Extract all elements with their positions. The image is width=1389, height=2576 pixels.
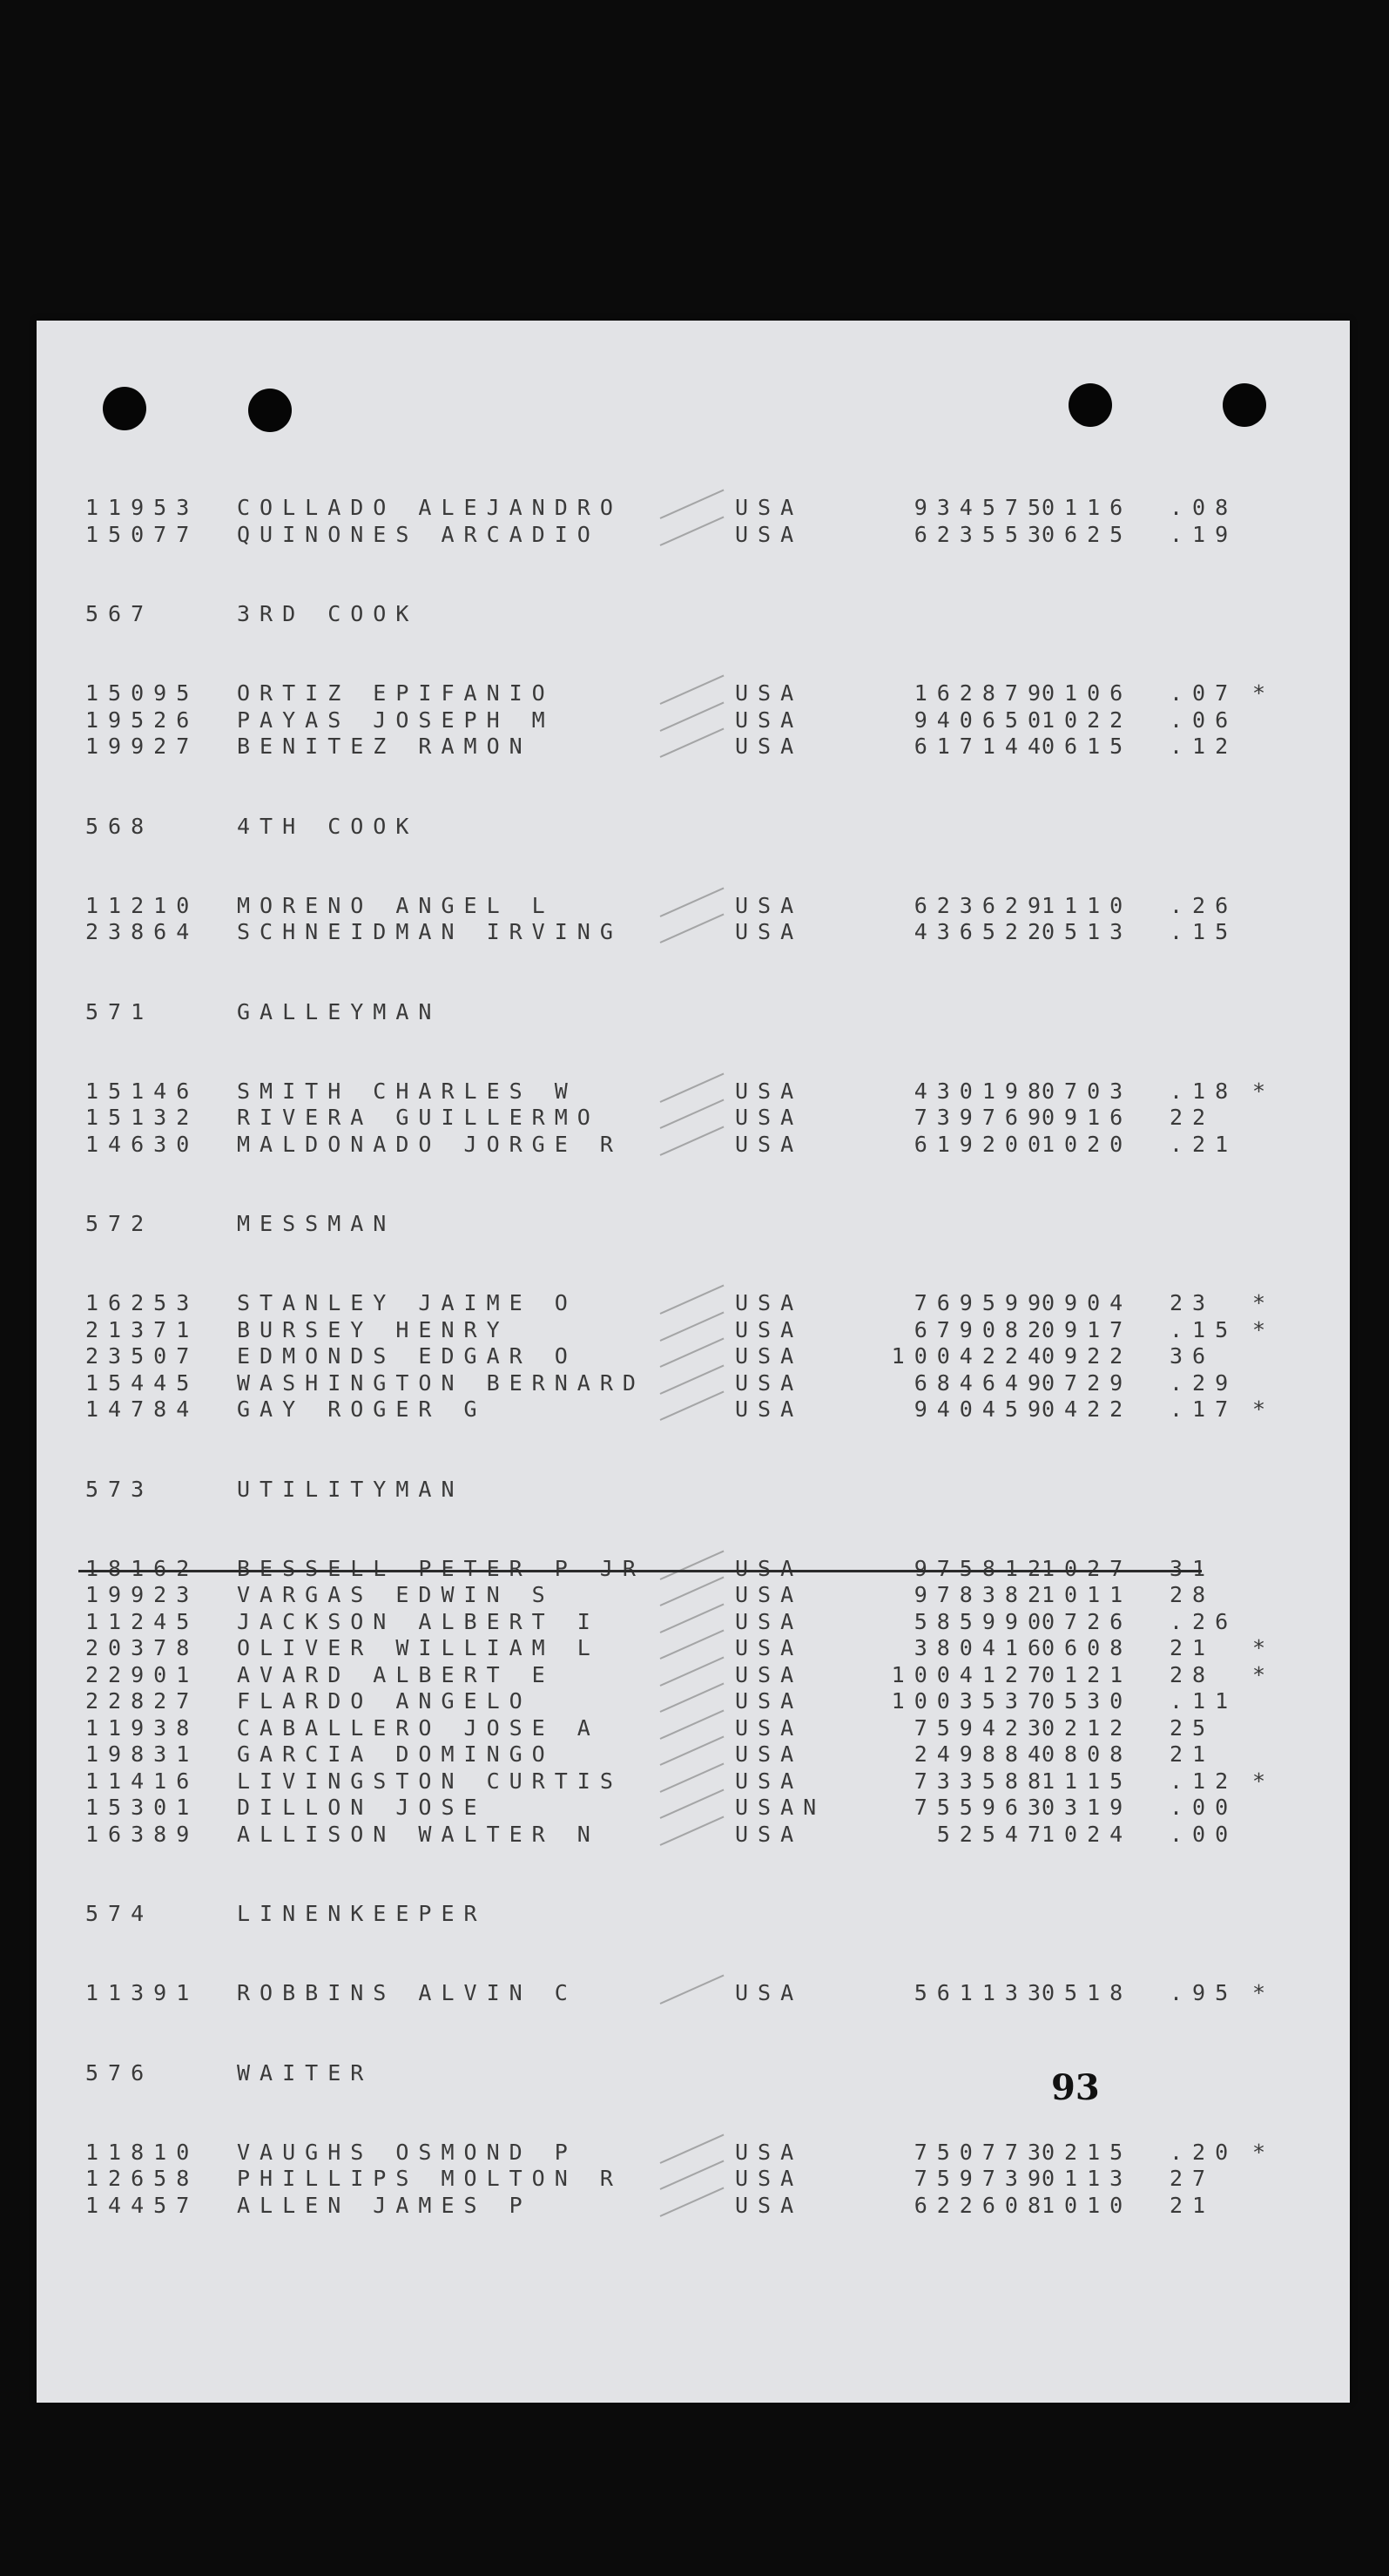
crew-id: 15301: [85, 1795, 199, 1820]
roster-row: [85, 734, 1305, 761]
crew-name: MORENO ANGEL L: [237, 892, 555, 918]
crew-id: 16389: [85, 1821, 199, 1847]
crew-id: 12658: [85, 2166, 199, 2191]
date-code: 1024: [1042, 1821, 1133, 1847]
nationality: USA: [735, 1316, 804, 1342]
roster-row: [85, 1768, 1305, 1795]
section-code: 567: [85, 601, 154, 626]
rate-value: 28: [1170, 1661, 1216, 1687]
nationality: USA: [735, 680, 804, 706]
nationality: USA: [735, 1635, 804, 1660]
roster-row: [85, 495, 1305, 522]
date-code: 1022: [1042, 707, 1133, 733]
date-code: 0916: [1042, 1105, 1133, 1130]
crew-id: 19927: [85, 734, 199, 759]
section-heading: [85, 1900, 1305, 1928]
date-code: 0212: [1042, 1714, 1133, 1741]
pencil-check-mark: [660, 887, 725, 916]
rate-value: .12: [1170, 1768, 1238, 1794]
pencil-check-mark: [660, 2133, 725, 2163]
pencil-check-mark: [660, 1285, 725, 1315]
roster-row: [85, 1609, 1305, 1636]
rate-value: .00: [1170, 1795, 1238, 1820]
nationality: USA: [735, 734, 804, 759]
document-number: 619200: [914, 1131, 1050, 1157]
asterisk-mark: *: [1252, 2139, 1266, 2165]
date-code: 0121: [1042, 1661, 1133, 1687]
date-code: 1010: [1042, 2192, 1133, 2218]
date-code: 0904: [1042, 1290, 1133, 1315]
document-number: 739769: [914, 1105, 1050, 1130]
date-code: 0922: [1042, 1343, 1133, 1369]
section-title: 4TH COOK: [237, 813, 419, 839]
date-code: 0319: [1042, 1795, 1133, 1820]
crew-id: 18162: [85, 1555, 199, 1581]
struck-roster-row: [85, 1556, 1305, 1583]
roster-row: [85, 522, 1305, 549]
date-code: 0808: [1042, 1741, 1133, 1767]
rate-value: 21: [1170, 1635, 1216, 1660]
date-code: 0703: [1042, 1078, 1133, 1104]
date-code: 0608: [1042, 1635, 1133, 1660]
nationality: USA: [735, 1741, 804, 1767]
section-code: 572: [85, 1211, 154, 1236]
crew-id: 11938: [85, 1714, 199, 1741]
crew-name: ALLISON WALTER N: [237, 1821, 600, 1847]
crew-name: GARCIA DOMINGO: [237, 1741, 555, 1767]
roster-row: [85, 893, 1305, 920]
section-heading: [85, 600, 1305, 628]
roster-row: [85, 1343, 1305, 1370]
nationality: USA: [735, 1608, 804, 1634]
crew-id: 14784: [85, 1396, 199, 1422]
roster-row: [85, 707, 1305, 734]
rate-value: .17: [1170, 1396, 1238, 1422]
crew-name: VAUGHS OSMOND P: [237, 2139, 577, 2165]
rate-value: .18: [1170, 1078, 1238, 1104]
section-title: GALLEYMAN: [237, 998, 442, 1024]
roster-row: [85, 2166, 1305, 2193]
asterisk-mark: *: [1252, 680, 1266, 706]
crew-name: CABALLERO JOSE A: [237, 1714, 600, 1741]
crew-id: 11391: [85, 1980, 199, 2005]
roster-row: [85, 1290, 1305, 1317]
document-number: 561133: [914, 1980, 1050, 2005]
roster-row: [85, 919, 1305, 946]
crew-id: 22901: [85, 1661, 199, 1687]
document-number: 940650: [914, 707, 1050, 733]
nationality: USA: [735, 1582, 804, 1607]
nationality: USA: [735, 1078, 804, 1104]
section-code: 573: [85, 1476, 154, 1502]
crew-name: ALLEN JAMES P: [237, 2192, 532, 2218]
crew-id: 19526: [85, 707, 199, 733]
document-number: 1004224: [891, 1343, 1050, 1369]
document-number: 759423: [914, 1714, 1050, 1741]
crew-name: MALDONADO JORGE R: [237, 1131, 623, 1157]
nationality: USA: [735, 1768, 804, 1794]
nationality: USA: [735, 707, 804, 733]
crew-id: 23507: [85, 1343, 199, 1369]
crew-id: 20378: [85, 1635, 199, 1660]
date-code: 0530: [1042, 1688, 1133, 1714]
roster-row: [85, 1635, 1305, 1662]
nationality: USAN: [735, 1795, 826, 1820]
document-number: 679082: [914, 1316, 1050, 1342]
section-code: 571: [85, 998, 154, 1024]
document-number: 430198: [914, 1078, 1050, 1104]
pencil-check-mark: [660, 1072, 725, 1102]
rate-value: 21: [1170, 1741, 1216, 1767]
rate-value: .19: [1170, 521, 1238, 547]
date-code: 0615: [1042, 734, 1133, 759]
document-number: 975812: [914, 1555, 1050, 1581]
rate-value: .15: [1170, 1316, 1238, 1342]
section-code: 576: [85, 2059, 154, 2086]
document-number: 755963: [914, 1795, 1050, 1820]
date-code: 0422: [1042, 1396, 1133, 1422]
document-number: 684649: [914, 1369, 1050, 1396]
document-number: 1004127: [891, 1661, 1050, 1687]
crew-roster-listing: [85, 495, 1305, 2219]
document-number: 750773: [914, 2139, 1050, 2165]
crew-name: FLARDO ANGELO: [237, 1688, 532, 1714]
date-code: 0106: [1042, 680, 1133, 706]
crew-name: PAYAS JOSEPH M: [237, 707, 555, 733]
date-code: 0917: [1042, 1316, 1133, 1342]
crew-name: SMITH CHARLES W: [237, 1078, 577, 1104]
crew-id: 14457: [85, 2192, 199, 2218]
crew-id: 19923: [85, 1582, 199, 1607]
rate-value: 23: [1170, 1290, 1216, 1315]
document-number: 249884: [914, 1741, 1050, 1767]
crew-name: OLIVER WILLIAM L: [237, 1635, 600, 1660]
nationality: USA: [735, 1821, 804, 1847]
asterisk-mark: *: [1252, 1316, 1266, 1342]
document-number: 623629: [914, 892, 1050, 918]
pencil-check-mark: [660, 1975, 725, 2005]
asterisk-mark: *: [1252, 1768, 1266, 1794]
rate-value: 22: [1170, 1105, 1216, 1130]
crew-id: 14630: [85, 1131, 199, 1157]
rate-value: 28: [1170, 1582, 1216, 1607]
rate-value: .26: [1170, 1608, 1238, 1634]
crew-id: 15445: [85, 1369, 199, 1396]
date-code: 1027: [1042, 1555, 1133, 1581]
crew-name: BENITEZ RAMON: [237, 734, 532, 759]
date-code: 0518: [1042, 1980, 1133, 2005]
rate-value: .00: [1170, 1821, 1238, 1847]
section-title: WAITER: [237, 2059, 374, 2086]
nationality: USA: [735, 2192, 804, 2218]
date-code: 1011: [1042, 1582, 1133, 1607]
roster-row: [85, 1317, 1305, 1344]
crew-id: 19831: [85, 1741, 199, 1767]
date-code: 0729: [1042, 1369, 1133, 1396]
document-number: 978382: [914, 1582, 1050, 1607]
document-number: 162879: [914, 680, 1050, 706]
date-code: 0113: [1042, 2166, 1133, 2191]
date-code: 1115: [1042, 1768, 1133, 1794]
crew-name: VARGAS EDWIN S: [237, 1582, 555, 1607]
rate-value: .26: [1170, 892, 1238, 918]
roster-row: [85, 1132, 1305, 1159]
rate-value: 21: [1170, 2192, 1216, 2218]
nationality: USA: [735, 1661, 804, 1687]
crew-id: 23864: [85, 919, 199, 944]
date-code: 1110: [1042, 892, 1133, 918]
crew-name: WASHINGTON BERNARD: [237, 1369, 645, 1396]
nationality: USA: [735, 1396, 804, 1422]
document-number: 934575: [914, 495, 1050, 520]
document-number: 436522: [914, 919, 1050, 944]
rate-value: 27: [1170, 2166, 1216, 2191]
nationality: USA: [735, 919, 804, 944]
section-heading: [85, 2059, 1305, 2087]
roster-row: [85, 2193, 1305, 2220]
nationality: USA: [735, 1290, 804, 1315]
roster-row: [85, 1688, 1305, 1715]
crew-id: 15077: [85, 521, 199, 547]
document-number: 380416: [914, 1635, 1050, 1660]
crew-name: ROBBINS ALVIN C: [237, 1980, 577, 2005]
document-number: 623553: [914, 521, 1050, 547]
document-sheet: [37, 321, 1350, 2403]
roster-row: [85, 1078, 1305, 1105]
nationality: USA: [735, 521, 804, 547]
crew-name: SCHNEIDMAN IRVING: [237, 919, 623, 944]
section-code: 568: [85, 813, 154, 839]
asterisk-mark: *: [1252, 1078, 1266, 1104]
date-code: 0625: [1042, 521, 1133, 547]
section-heading: [85, 1476, 1305, 1504]
roster-row: [85, 1662, 1305, 1689]
document-number: 733588: [914, 1768, 1050, 1794]
roster-row: [85, 1715, 1305, 1742]
crew-id: 22827: [85, 1688, 199, 1714]
section-title: MESSMAN: [237, 1211, 396, 1236]
document-number: 1003537: [891, 1688, 1050, 1714]
roster-row: [85, 1396, 1305, 1423]
roster-row: [85, 680, 1305, 707]
crew-name: ORTIZ EPIFANIO: [237, 680, 555, 706]
document-number: 52547: [936, 1821, 1050, 1847]
asterisk-mark: *: [1252, 1980, 1266, 2005]
punch-hole: [1223, 383, 1266, 427]
roster-row: [85, 1582, 1305, 1609]
nationality: USA: [735, 2166, 804, 2191]
crew-name: PHILLIPS MOLTON R: [237, 2166, 623, 2191]
crew-name: BURSEY HENRY: [237, 1316, 509, 1342]
roster-row: [85, 1370, 1305, 1397]
section-heading: [85, 998, 1305, 1026]
punch-hole: [248, 389, 292, 432]
crew-name: JACKSON ALBERT I: [237, 1608, 600, 1634]
nationality: USA: [735, 1105, 804, 1130]
crew-id: 11210: [85, 892, 199, 918]
crew-name: DILLON JOSE: [237, 1795, 487, 1820]
crew-id: 16253: [85, 1290, 199, 1315]
crew-name: AVARD ALBERT E: [237, 1661, 555, 1687]
crew-name: COLLADO ALEJANDRO: [237, 495, 623, 520]
rate-value: .95: [1170, 1980, 1238, 2005]
crew-id: 21371: [85, 1316, 199, 1342]
rate-value: .20: [1170, 2139, 1238, 2165]
nationality: USA: [735, 1343, 804, 1369]
nationality: USA: [735, 1555, 804, 1581]
rate-value: .11: [1170, 1688, 1238, 1714]
crew-name: RIVERA GUILLERMO: [237, 1105, 600, 1130]
crew-id: 11245: [85, 1608, 199, 1634]
rate-value: .21: [1170, 1131, 1238, 1157]
rate-value: 25: [1170, 1714, 1216, 1741]
rate-value: .29: [1170, 1369, 1238, 1396]
rate-value: .12: [1170, 734, 1238, 759]
date-code: 0726: [1042, 1608, 1133, 1634]
punch-hole: [1069, 383, 1112, 427]
rate-value: .06: [1170, 707, 1238, 733]
pencil-check-mark: [660, 675, 725, 705]
roster-row: [85, 1822, 1305, 1849]
crew-id: 15095: [85, 680, 199, 706]
section-title: LINENKEEPER: [237, 1901, 487, 1926]
crew-id: 15146: [85, 1078, 199, 1104]
crew-id: 11416: [85, 1768, 199, 1794]
crew-name: QUINONES ARCADIO: [237, 521, 600, 547]
rate-value: .07: [1170, 680, 1238, 706]
punch-hole: [103, 387, 146, 430]
asterisk-mark: *: [1252, 1396, 1266, 1422]
date-code: 0116: [1042, 495, 1133, 520]
section-title: 3RD COOK: [237, 601, 419, 626]
rate-value: .08: [1170, 495, 1238, 520]
nationality: USA: [735, 1131, 804, 1157]
document-number: 769599: [914, 1290, 1050, 1315]
pencil-check-mark: [660, 1550, 725, 1579]
roster-row: [85, 1105, 1305, 1132]
roster-row: [85, 1795, 1305, 1822]
nationality: USA: [735, 2139, 804, 2165]
crew-name: GAY ROGER G: [237, 1396, 487, 1422]
roster-row: [85, 2140, 1305, 2167]
nationality: USA: [735, 1980, 804, 2005]
rate-value: .15: [1170, 919, 1238, 944]
section-heading: [85, 813, 1305, 841]
nationality: USA: [735, 1688, 804, 1714]
crew-id: 15132: [85, 1105, 199, 1130]
asterisk-mark: *: [1252, 1661, 1266, 1687]
document-number: 585990: [914, 1608, 1050, 1634]
crew-name: STANLEY JAIME O: [237, 1290, 577, 1315]
document-number: 759739: [914, 2166, 1050, 2191]
date-code: 0513: [1042, 919, 1133, 944]
date-code: 1020: [1042, 1131, 1133, 1157]
document-number: 940459: [914, 1396, 1050, 1422]
nationality: USA: [735, 1369, 804, 1396]
nationality: USA: [735, 1714, 804, 1741]
crew-id: 11953: [85, 495, 199, 520]
roster-row: [85, 1741, 1305, 1768]
document-number: 622608: [914, 2192, 1050, 2218]
crew-name: LIVINGSTON CURTIS: [237, 1768, 623, 1794]
date-code: 0215: [1042, 2139, 1133, 2165]
crew-name: EDMONDS EDGAR O: [237, 1343, 577, 1369]
nationality: USA: [735, 495, 804, 520]
rate-value: 31: [1170, 1555, 1216, 1581]
section-title: UTILITYMAN: [237, 1476, 464, 1502]
document-number: 617144: [914, 734, 1050, 759]
asterisk-mark: *: [1252, 1635, 1266, 1660]
page-number: 93: [1051, 2067, 1100, 2108]
crew-name: BESSELL PETER P JR: [237, 1555, 645, 1581]
asterisk-mark: *: [1252, 1290, 1266, 1315]
nationality: USA: [735, 892, 804, 918]
pencil-check-mark: [660, 490, 725, 519]
rate-value: 36: [1170, 1343, 1216, 1369]
roster-row: [85, 1980, 1305, 2007]
crew-id: 11810: [85, 2139, 199, 2165]
section-heading: [85, 1210, 1305, 1238]
section-code: 574: [85, 1901, 154, 1926]
